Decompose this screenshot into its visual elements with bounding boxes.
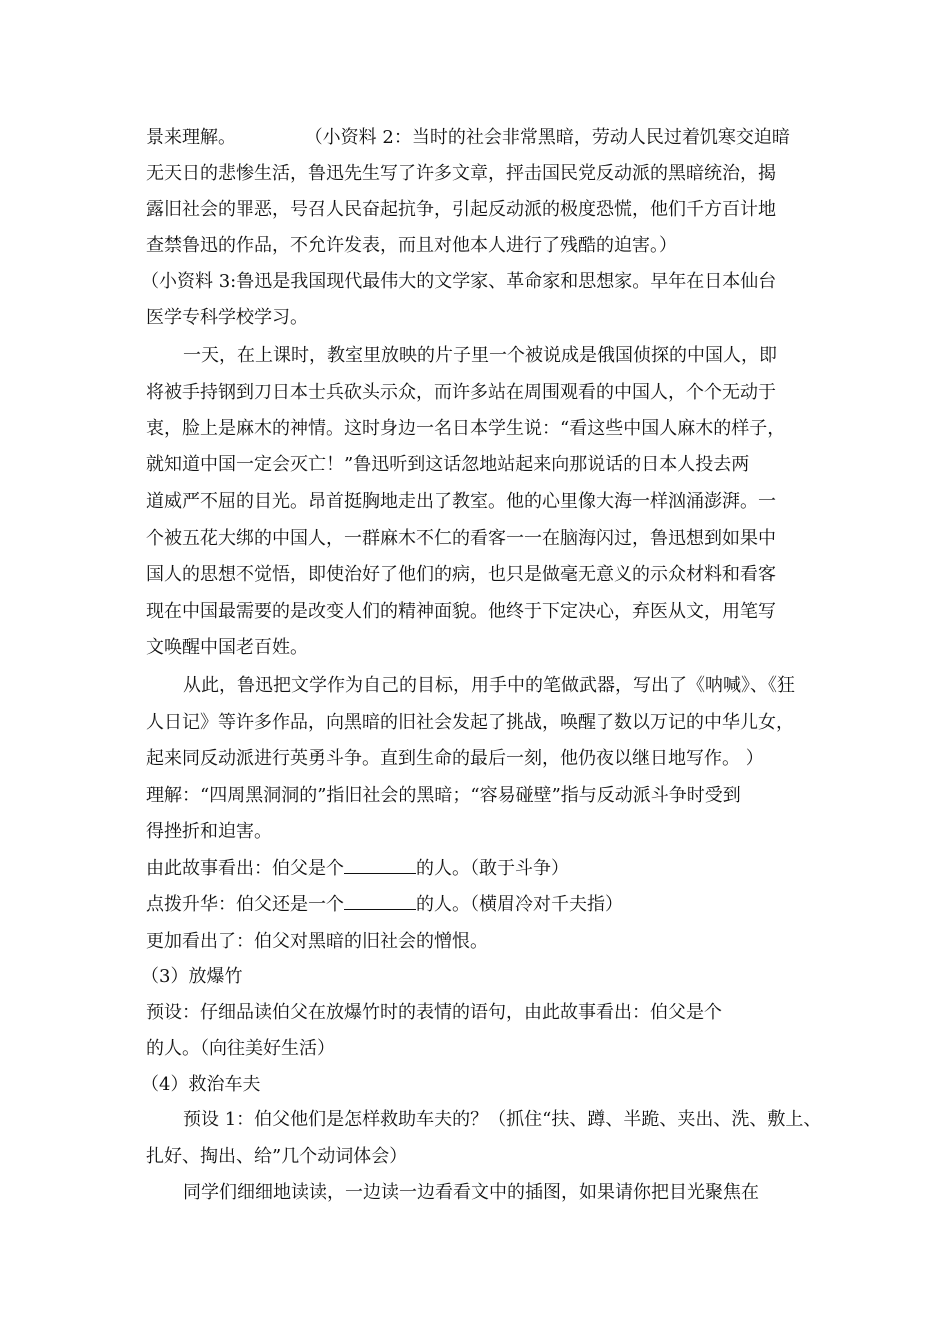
text-line: 的人。（向往美好生活） <box>146 1038 335 1059</box>
text-line: 个被五花大绑的中国人，一群麻木不仁的看客一一在脑海闪过，鲁迅想到如果中 <box>146 528 776 549</box>
text-line: 景来理解。 （小资料 2：当时的社会非常黑暗，劳动人民过着饥寒交迫暗 <box>146 127 790 148</box>
section-heading: （4）救治车夫 <box>141 1074 261 1095</box>
text-line: 预设 1：伯父他们是怎样救助车夫的？（抓住“扶、蹲、半跪、夹出、洗、敷上、 <box>183 1109 822 1130</box>
section-heading: （3）放爆竹 <box>141 966 243 987</box>
answer-blank <box>344 893 416 910</box>
text-line: （小资料 3:鲁迅是我国现代最伟大的文学家、革命家和思想家。早年在日本仙台 <box>141 271 777 292</box>
text-line: 一天，在上课时，教室里放映的片子里一个被说成是俄国侦探的中国人，即 <box>183 345 777 366</box>
text-line: 得挫折和迫害。 <box>146 821 272 842</box>
text-line: 起来同反动派进行英勇斗争。直到生命的最后一刻，他仍夜以继日地写作。 ） <box>146 748 764 769</box>
text-line: 预设：仔细品读伯父在放爆竹时的表情的语句，由此故事看出：伯父是个 <box>146 1002 722 1023</box>
text-line: 扎好、掏出、给”几个动词体会） <box>146 1146 408 1167</box>
text-line: 就知道中国一定会灭亡！”鲁迅听到这话忽地站起来向那说话的日本人投去两 <box>146 454 750 475</box>
question-text: 点拨升华：伯父还是一个 <box>146 894 344 915</box>
text-line: 人日记》等许多作品，向黑暗的旧社会发起了挑战，唤醒了数以万记的中华儿女， <box>146 712 794 733</box>
text-line: 文唤醒中国老百姓。 <box>146 637 308 658</box>
text-line: 无天日的悲惨生活，鲁迅先生写了许多文章，抨击国民党反动派的黑暗统治，揭 <box>146 163 776 184</box>
question-answer: 的人。（敢于斗争） <box>416 858 569 879</box>
text-line: 道威严不屈的目光。昂首挺胸地走出了教室。他的心里像大海一样汹涌澎湃。一 <box>146 491 776 512</box>
text-line: 更加看出了：伯父对黑暗的旧社会的憎恨。 <box>146 931 488 952</box>
text-line: 医学专科学校学习。 <box>146 307 308 328</box>
text-line: 现在中国最需要的是改变人们的精神面貌。他终于下定决心，弃医从文，用笔写 <box>146 601 776 622</box>
text-line: 衷，脸上是麻木的神情。这时身边一名日本学生说：“看这些中国人麻木的样子， <box>146 418 786 439</box>
fill-blank-question-1 <box>146 857 569 881</box>
text-line: 将被手持钢到刀日本士兵砍头示众，而许多站在周围观看的中国人，个个无动于 <box>146 382 776 403</box>
text-line: 查禁鲁迅的作品，不允许发表，而且对他本人进行了残酷的迫害。） <box>146 235 677 256</box>
question-text: 由此故事看出：伯父是个 <box>146 858 344 879</box>
text-line: 露旧社会的罪恶，号召人民奋起抗争，引起反动派的极度恐慌，他们千方百计地 <box>146 199 776 220</box>
text-line: 从此，鲁迅把文学作为自己的目标，用手中的笔做武器，写出了《呐喊》、《狂 <box>183 675 795 696</box>
fill-blank-question-2 <box>146 893 623 917</box>
text-line: 同学们细细地读读，一边读一边看看文中的插图，如果请你把目光聚焦在 <box>183 1182 759 1203</box>
text-line: 国人的思想不觉悟，即使治好了他们的病，也只是做毫无意义的示众材料和看客 <box>146 564 776 585</box>
answer-blank <box>344 857 416 874</box>
question-answer: 的人。（横眉冷对千夫指） <box>416 894 623 915</box>
text-line: 理解：“四周黑洞洞的”指旧社会的黑暗；“容易碰壁”指与反动派斗争时受到 <box>146 785 741 806</box>
